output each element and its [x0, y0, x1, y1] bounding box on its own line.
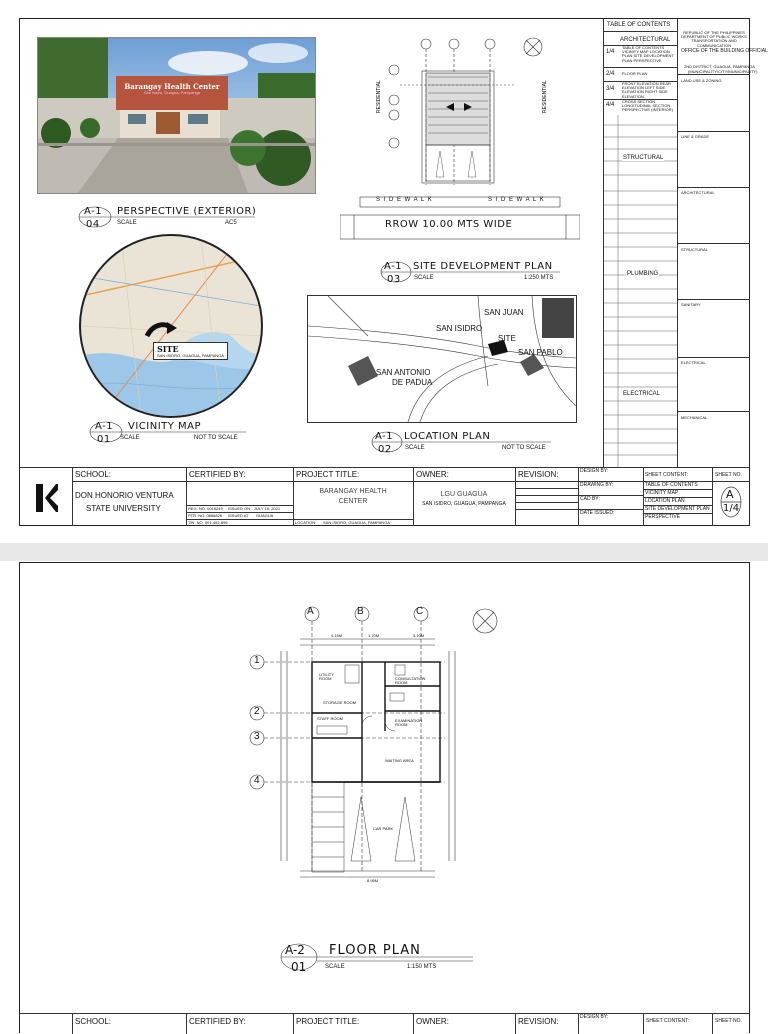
grid-row-1: 1	[254, 655, 260, 666]
vicinity-site-text: SITE	[157, 344, 179, 354]
sheet-content-2: VICINITY MAP	[645, 490, 679, 496]
toc-header: TABLE OF CONTENTS	[607, 22, 671, 28]
place-san-pablo: SAN PABLO	[518, 348, 563, 357]
owner-name: LGU GUAGUA	[440, 491, 488, 498]
dim-top-2: 1.70M	[368, 633, 380, 638]
tb2-project-label: PROJECT TITLE:	[296, 1017, 360, 1026]
caption-perspective-scale-label: SCALE	[117, 220, 137, 226]
ptr-no: PTR. NO. 0856826	[188, 513, 223, 518]
caption-floor-title: FLOOR PLAN	[329, 943, 421, 958]
project-cell	[293, 468, 414, 526]
drawing-sheet-1	[19, 18, 768, 526]
grid-row-2: 2	[254, 706, 260, 717]
toc-structural: STRUCTURAL	[623, 155, 664, 161]
school-label: SCHOOL:	[75, 470, 112, 479]
place-san-isidro: SAN ISIDRO	[436, 324, 483, 333]
sheet-no-label: SHEET NO.	[715, 472, 742, 478]
design-cell	[578, 468, 644, 526]
building-sign-text: Barangay Health Center	[124, 82, 220, 91]
sheet-number: 1/4	[723, 503, 740, 514]
approvals-land-use: LAND USE & ZONING	[681, 78, 722, 83]
caption-site-title: SITE DEVELOPMENT PLAN	[413, 261, 553, 272]
sheet-content-4: SITE DEVELOPMENT PLAN	[645, 506, 710, 512]
toc-row-2-no: 2/4	[606, 71, 615, 77]
place-site: SITE	[498, 334, 516, 343]
sidewalk-label-left: S I D E W A L K	[376, 197, 433, 203]
project-line-1: BARANGAY HEALTH	[319, 488, 387, 495]
room-utility: UTILITY ROOM	[319, 672, 334, 682]
caption-vicinity-num: 01	[97, 434, 111, 445]
issued-at-value: GUAGUA	[256, 513, 274, 518]
approvals-sanitary: SANITARY	[681, 302, 701, 307]
grid-row-4: 4	[254, 775, 260, 786]
caption-vicinity-scale-label: SCALE	[120, 435, 140, 441]
drawing-by-label: DRAWING BY:	[580, 482, 614, 488]
room-staff: STAFF ROOM	[317, 716, 343, 721]
room-waiting: WAITING AREA	[385, 758, 414, 763]
project-line-2: CENTER	[338, 498, 368, 505]
place-de-padua: DE PADUA	[392, 378, 433, 387]
revision-cell	[515, 468, 579, 526]
caption-vicinity	[86, 419, 276, 449]
caption-location	[369, 429, 559, 459]
cad-by-label: CAD BY:	[580, 496, 600, 502]
toc-row-4-no: 4/4	[606, 102, 615, 108]
grid-col-b: B	[357, 606, 364, 617]
approvals-structural: STRUCTURAL	[681, 247, 708, 252]
date-issued-label: DATE ISSUED:	[580, 510, 615, 516]
title-block	[20, 467, 749, 526]
tb2-revision-label: REVISION:	[518, 1017, 559, 1026]
caption-vicinity-title: VICINITY MAP	[128, 421, 202, 432]
caption-vicinity-scale-value: NOT TO SCALE	[194, 435, 238, 441]
sidewalk-label-right: S I D E W A L K	[488, 197, 545, 203]
revision-label: REVISION:	[518, 470, 559, 479]
vicinity-site-sub: SAN ISIDRO, GUAGUA, PAMPANGA	[157, 353, 224, 358]
approvals-line-grade: LINE & GRADE	[681, 134, 710, 139]
sheet-content-5: PERSPECTIVE	[645, 514, 681, 520]
school-line-1: DON HONORIO VENTURA	[75, 491, 174, 500]
page-gap	[0, 543, 768, 561]
toc-row-4-desc: CROSS SECTION LONGITUDINAL SECTION PERSPECTIVE (INTERIOR)	[622, 99, 673, 113]
sheet-content-1: TABLE OF CONTENTS	[645, 482, 698, 488]
grid-col-a: A	[307, 606, 314, 617]
caption-site-num: 03	[387, 274, 401, 285]
sheet-content-label: SHEET CONTENT:	[645, 472, 688, 478]
caption-perspective-scale-value: AC5	[225, 220, 237, 226]
toc-row-2-desc: FLOOR PLAN	[622, 71, 648, 76]
caption-perspective-num: 04	[86, 219, 100, 230]
location-label: LOCATION:	[295, 520, 317, 525]
tin-no: TIN. NO. 001-452-896	[188, 520, 228, 525]
site-development-plan	[340, 35, 580, 255]
drawing-sheet-2	[19, 562, 750, 1033]
dim-top-1: 4.15M	[331, 633, 343, 638]
grid-col-c: C	[416, 606, 424, 617]
approvals-office: OFFICE OF THE BUILDING OFFICIAL	[681, 48, 768, 54]
caption-floor-code: A-2	[285, 943, 305, 957]
approvals-architectural: ARCHITECTURAL	[681, 190, 715, 195]
caption-vicinity-code: A-1	[95, 421, 114, 432]
vicinity-site-label	[153, 342, 228, 360]
caption-floor-plan	[277, 941, 477, 977]
vicinity-map-drawing	[81, 236, 261, 416]
caption-site-plan	[378, 259, 568, 289]
caption-perspective-code: A-1	[84, 206, 103, 217]
toc-row-1-no: 1/4	[606, 49, 615, 55]
perspective-render	[38, 38, 315, 193]
tb2-design-label: DESIGN BY:	[580, 1014, 609, 1020]
toc-electrical: ELECTRICAL	[623, 391, 661, 397]
floor-plan-drawing	[245, 601, 525, 921]
caption-floor-num: 01	[291, 960, 307, 974]
room-examination: EXAMINATION ROOM	[395, 718, 423, 728]
sheet-no-cell	[712, 468, 749, 526]
perspective-image	[37, 37, 316, 194]
table-of-contents	[603, 19, 678, 467]
building-sign-subtext: San Isidro, Guagua, Pampanga	[143, 90, 201, 95]
approvals-mechanical: MECHANICAL	[681, 415, 708, 420]
certified-label: CERTIFIED BY:	[189, 470, 246, 479]
caption-location-scale-value: NOT TO SCALE	[502, 445, 546, 451]
tb2-owner-label: OWNER:	[416, 1017, 449, 1026]
caption-location-scale-label: SCALE	[405, 445, 425, 451]
caption-location-title: LOCATION PLAN	[404, 431, 491, 442]
school-line-2: STATE UNIVERSITY	[86, 504, 161, 513]
room-consultation: CONSULTATION ROOM	[395, 676, 426, 686]
k-logo-icon	[36, 484, 58, 512]
svg-text:RESIDENTIAL: RESIDENTIAL	[376, 80, 382, 113]
caption-site-code: A-1	[384, 261, 403, 272]
sheet-content-3: LOCATION PLAN	[645, 498, 685, 504]
logo-cell	[20, 468, 73, 526]
toc-row-3-no: 3/4	[606, 86, 615, 92]
caption-site-scale-value: 1:250 MTS	[524, 275, 554, 281]
caption-site-scale-label: SCALE	[414, 275, 434, 281]
tb2-sheet-no-label: SHEET NO.	[715, 1018, 742, 1024]
caption-perspective	[75, 204, 265, 234]
owner-address: SAN ISIDRO, GUAGUA, PAMPANGA	[422, 501, 506, 507]
building-sign	[122, 82, 222, 95]
grid-row-3: 3	[254, 731, 260, 742]
design-by-label: DESIGN BY:	[580, 468, 609, 474]
issued-at-label: ISSUED AT	[228, 513, 249, 518]
sheet-letter: A	[726, 488, 734, 501]
dim-top-3: 3.10M	[413, 633, 425, 638]
caption-location-num: 02	[378, 444, 392, 455]
toc-grid-lines	[604, 115, 678, 467]
tb2-certified-label: CERTIFIED BY:	[189, 1017, 246, 1026]
school-cell	[72, 468, 187, 526]
place-san-juan: SAN JUAN	[484, 308, 524, 317]
svg-text:RESIDENTIAL: RESIDENTIAL	[542, 80, 548, 113]
vicinity-map	[79, 234, 263, 418]
toc-plumbing: PLUMBING	[627, 271, 659, 277]
project-label: PROJECT TITLE:	[296, 470, 360, 479]
rrow-label: RROW 10.00 MTS WIDE	[385, 219, 513, 230]
room-car-park: CAR PARK	[373, 826, 394, 831]
room-storage: STORAGE ROOM	[323, 700, 357, 705]
approvals-column	[677, 19, 768, 467]
approvals-republic: REPUBLIC OF THE PHILIPPINES DEPARTMENT OF PUBLIC WORKS TRANSPORTATION AND COMMUNICATION	[681, 30, 747, 48]
toc-architectural: ARCHITECTURAL	[620, 37, 671, 43]
caption-floor-scale-value: 1:150 MTS	[407, 964, 437, 970]
location-plan	[307, 295, 577, 423]
location-value: SAN ISIDRO, GUAGUA, PAMPANGA	[323, 520, 390, 525]
place-san-antonio: SAN ANTONIO	[376, 368, 431, 377]
reg-no: REG. NO. 0015249	[188, 506, 223, 511]
tb2-sheet-content-label: SHEET CONTENT:	[646, 1018, 689, 1024]
issued-on-value: JULY 15, 2021	[254, 506, 281, 511]
approvals-district-sub: (MUNICIPALITY/CITY/MUNICIPALITY)	[688, 69, 758, 74]
certified-cell	[186, 468, 294, 526]
caption-perspective-title: PERSPECTIVE (EXTERIOR)	[117, 206, 257, 217]
location-plan-drawing	[308, 296, 576, 422]
tb2-school-label: SCHOOL:	[75, 1017, 112, 1026]
caption-floor-scale-label: SCALE	[325, 964, 345, 970]
owner-cell	[413, 468, 516, 526]
issued-on-label: ISSUED ON	[228, 506, 251, 511]
owner-label: OWNER:	[416, 470, 449, 479]
approvals-electrical: ELECTRICAL	[681, 360, 706, 365]
caption-location-code: A-1	[375, 431, 394, 442]
toc-row-1-desc: TABLE OF CONTENTS VICINITY MAP LOCATION PLAN SITE DEVELOPMENT PLAN PERSPECTIVE	[622, 45, 674, 63]
toc-row-3-desc: FRONT ELEVATION REAR ELEVATION LEFT SIDE ELEVATION RIGHT SIDE ELEVATION	[622, 81, 671, 99]
dim-bottom: 8.95M	[367, 878, 379, 883]
sheet-content-cell	[643, 468, 713, 526]
approvals-district: 2ND DISTRICT, GUAGUA, PAMPANGA	[684, 64, 755, 69]
